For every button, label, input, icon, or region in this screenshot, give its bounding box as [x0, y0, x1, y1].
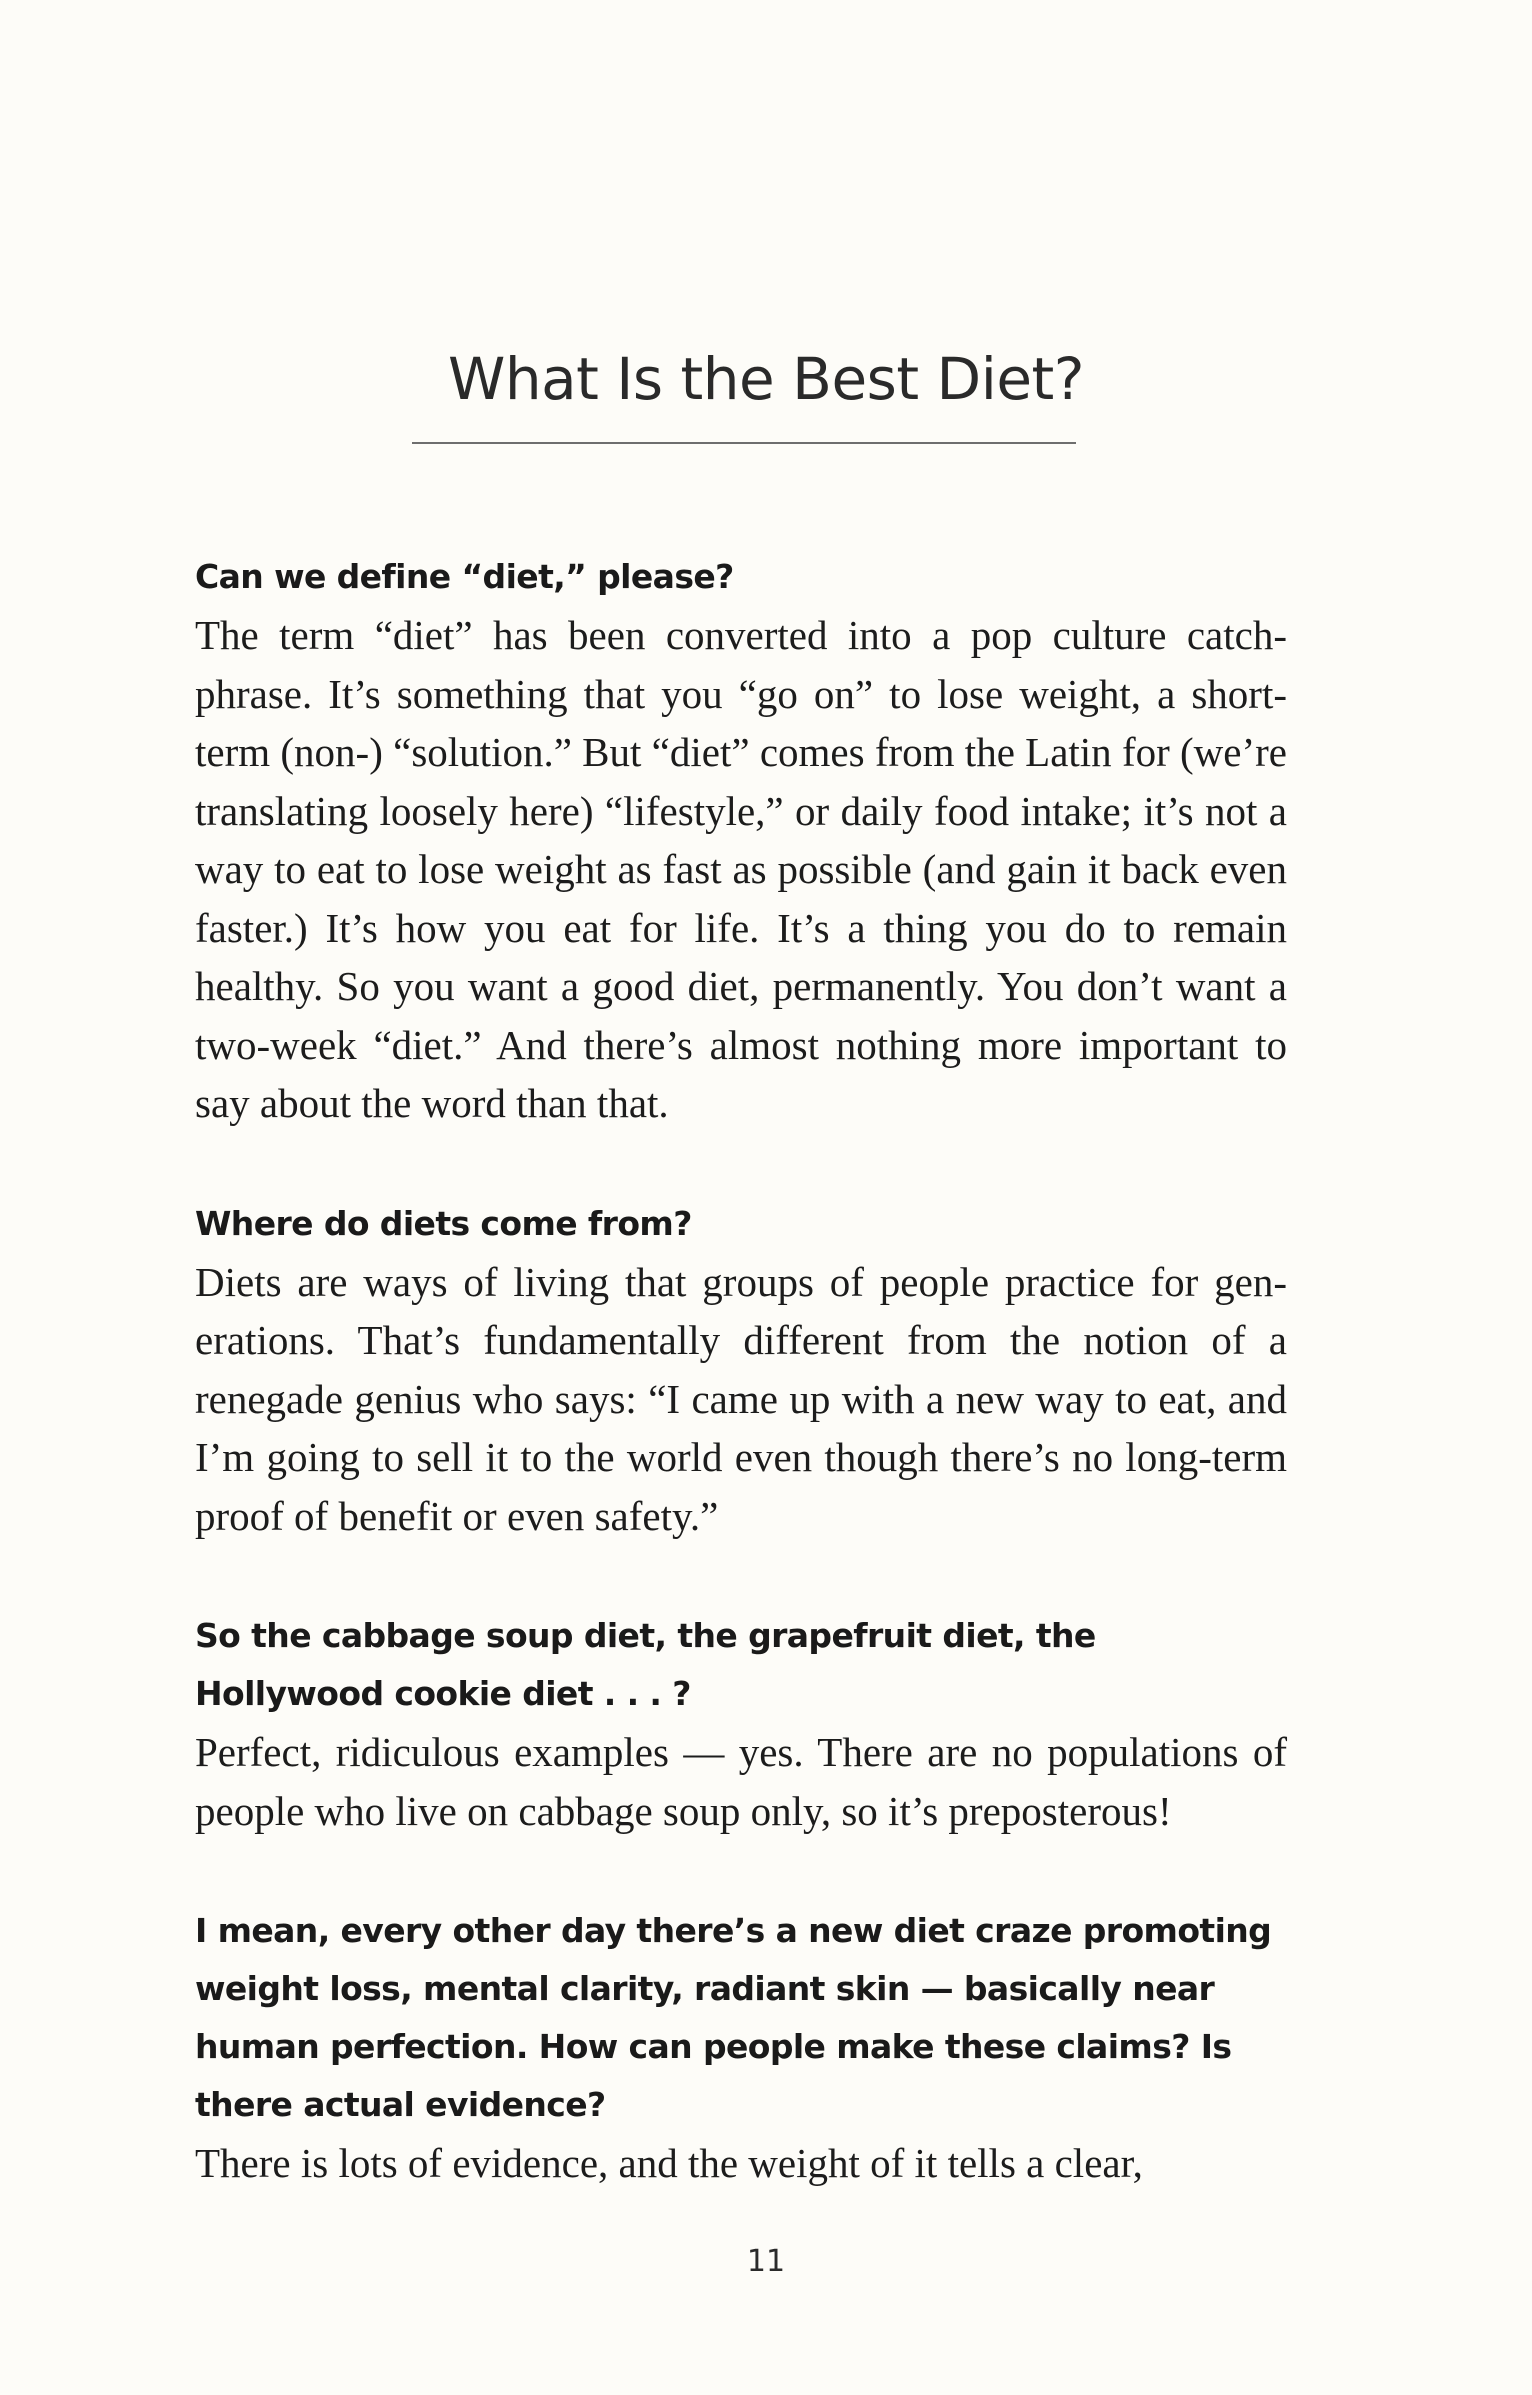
title-underline: [412, 442, 1076, 444]
question-heading: I mean, every other day there’s a new diet craze promoting weight loss, mental clarity, radiant skin — basically near human perfection. How can people make these claims? Is there actual evidence?: [195, 1911, 1272, 2124]
qa-section: [195, 1902, 1287, 2193]
qa-section: [195, 1195, 1287, 1546]
qa-section: [195, 1607, 1287, 1840]
page-number: 11: [746, 2244, 786, 2279]
question-heading: Can we define “diet,” please?: [195, 557, 734, 596]
qa-section: [195, 548, 1287, 1133]
question-heading: So the cabbage soup diet, the grapefruit diet, the Hollywood cookie diet . . . ?: [195, 1616, 1096, 1713]
answer-paragraph: There is lots of evidence, and the weight of it tells a clear,: [195, 2140, 1143, 2186]
question-heading: Where do diets come from?: [195, 1203, 692, 1243]
chapter-title: What Is the Best Diet?: [447, 345, 1085, 413]
answer-paragraph: The term “diet” has been converted into a pop culture catchphrase. It’s something that you “go on” to lose weight, a short-term (non-) “solution.” But “diet” comes from the Latin for (we’re translating loosely here) “lifestyle,” or daily food intake; it’s not a way to eat to lose weight as fast as possible (and gain it back even faster.) It’s how you eat for life. It’s a thing you do to remain healthy. So you want a good diet, permanently. You don’t want a two-week “diet.” And there’s almost nothing more important to say about the word than that.: [195, 612, 1287, 1126]
answer-paragraph: Diets are ways of living that groups of people practice for generations. That’s fundamentally different from the notion of a renegade genius who says: “I came up with a new way to eat, and I’m going to sell it to the world even though there’s no long-term proof of benefit or even safety.”: [195, 1258, 1287, 1539]
page-content: [195, 548, 1287, 2255]
answer-paragraph: Perfect, ridiculous examples — yes. There are no populations of people who live on cabbage soup only, so it’s preposterous!: [195, 1729, 1287, 1834]
